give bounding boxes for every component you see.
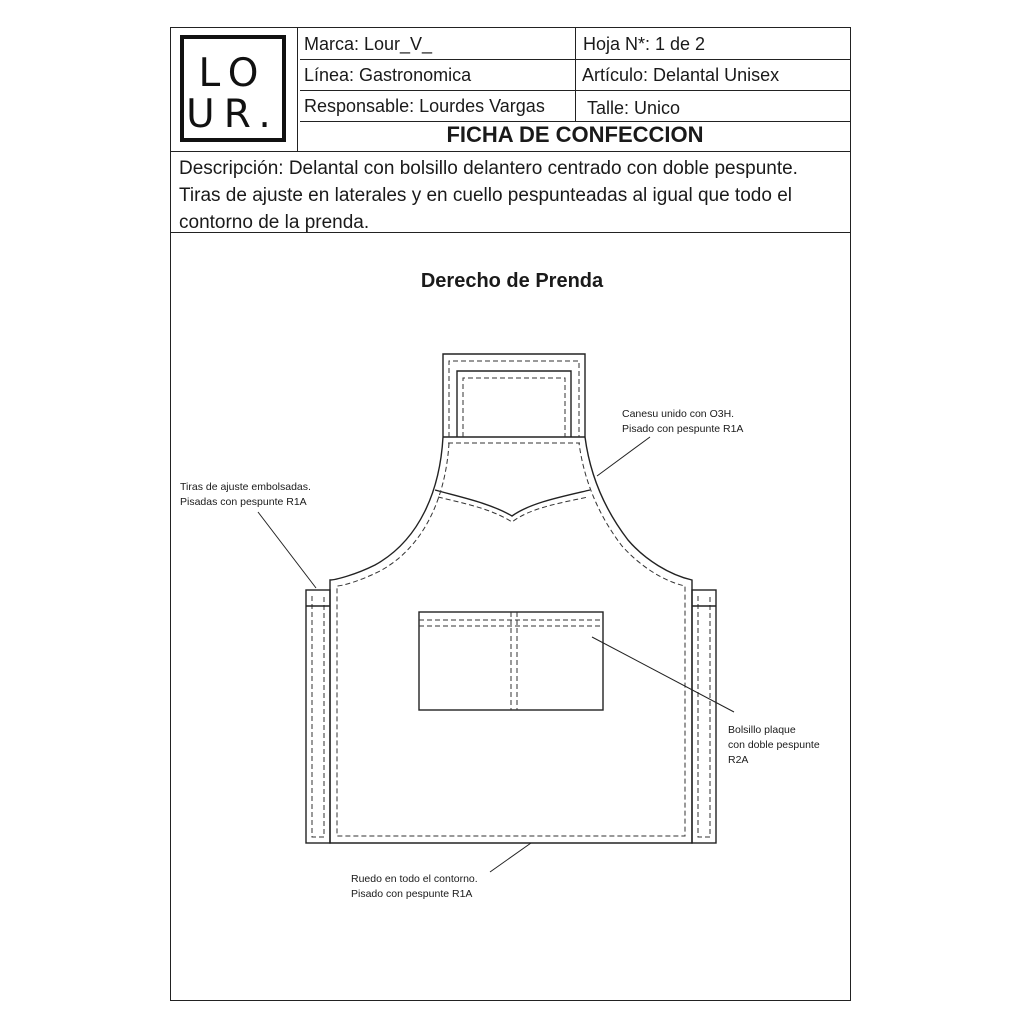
logo-text-line-1: LO xyxy=(198,51,268,96)
description-line: Tiras de ajuste en laterales y en cuello pespunteadas al igual que todo el xyxy=(179,185,792,206)
talle-field: Talle: Unico xyxy=(587,98,681,118)
annotation-line: Bolsillo plaque xyxy=(728,724,796,736)
articulo-field: Artículo: Delantal Unisex xyxy=(582,65,780,85)
annotation-tiras xyxy=(180,480,311,510)
view-title: Derecho de Prenda xyxy=(420,270,604,292)
right-side-strap xyxy=(692,590,716,843)
responsable-field: Responsable: Lourdes Vargas xyxy=(304,96,545,116)
annotation-line: Pisado con pespunte R1A xyxy=(622,423,744,435)
annotation-line: Ruedo en todo el contorno. xyxy=(351,873,478,885)
leader-canesu xyxy=(597,437,650,476)
left-side-strap xyxy=(306,590,330,843)
annotation-line: Pisado con pespunte R1A xyxy=(351,888,473,900)
description-line: contorno de la prenda. xyxy=(179,212,370,233)
annotation-bolsillo xyxy=(728,723,820,768)
annotation-line: con doble pespunte xyxy=(728,739,820,751)
leader-tiras xyxy=(258,512,316,588)
neck-strap-inner xyxy=(457,371,571,437)
sheet-title: FICHA DE CONFECCION xyxy=(446,122,704,147)
yoke-seam xyxy=(435,490,590,516)
neck-strap xyxy=(443,354,585,437)
leader-ruedo xyxy=(490,843,531,872)
annotation-line: R2A xyxy=(728,754,749,766)
leader-bolsillo xyxy=(592,637,734,712)
logo-text-line-2: UR. xyxy=(186,92,280,137)
annotation-line: Pisadas con pespunte R1A xyxy=(180,496,307,508)
annotation-ruedo xyxy=(351,872,478,902)
description-line: Descripción: Delantal con bolsillo delantero centrado con doble pespunte. xyxy=(179,158,798,179)
annotation-line: Tiras de ajuste embolsadas. xyxy=(180,481,311,493)
linea-field: Línea: Gastronomica xyxy=(304,65,472,85)
annotation-line: Canesu unido con O3H. xyxy=(622,408,735,420)
hoja-field: Hoja N*: 1 de 2 xyxy=(583,34,706,54)
marca-field: Marca: Lour_V_ xyxy=(304,34,433,54)
annotation-canesu xyxy=(622,407,743,437)
